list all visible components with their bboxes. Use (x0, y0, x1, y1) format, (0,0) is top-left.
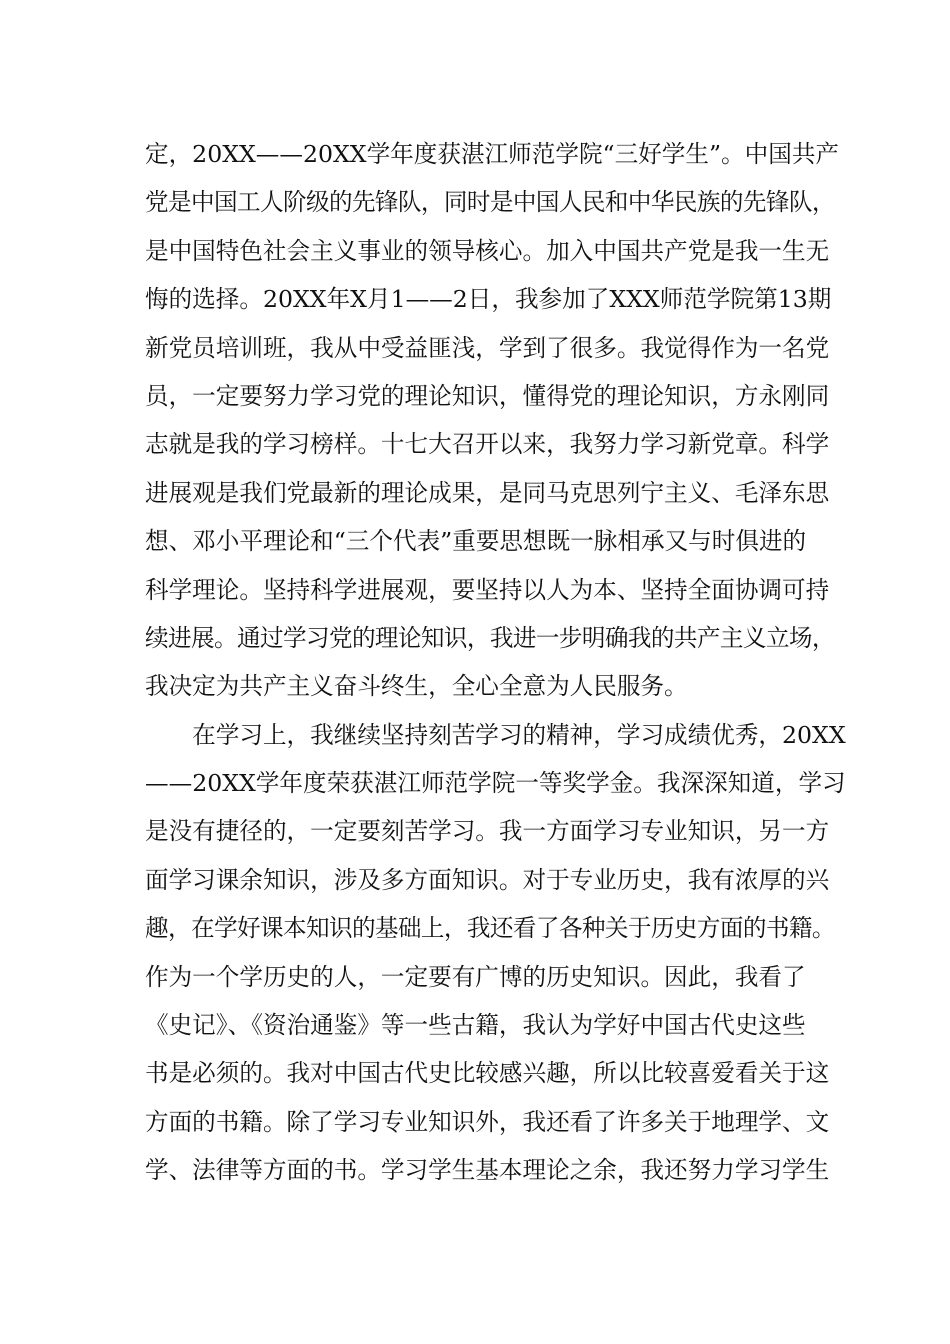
text-line: 《史记》、《资治通鉴》等一些古籍，我认为学好中国古代史这些 (145, 1011, 806, 1040)
text-line: 书是必须的。我对中国古代史比较感兴趣，所以比较喜爱看关于这 (145, 1059, 830, 1088)
text-line: 面学习课余知识，涉及多方面知识。对于专业历史，我有浓厚的兴 (145, 865, 830, 894)
text-line: 方面的书籍。除了学习专业知识外，我还看了许多关于地理学、文 (145, 1107, 830, 1136)
text-line: 进展观是我们党最新的理论成果，是同马克思列宁主义、毛泽东思 (145, 478, 830, 507)
text-line: 续进展。通过学习党的理论知识，我进一步明确我的共产主义立场， (145, 623, 835, 652)
text-line: 志就是我的学习榜样。十七大召开以来，我努力学习新党章。科学 (145, 430, 830, 459)
paragraph-1 (145, 130, 840, 711)
text-line: 是没有捷径的，一定要刻苦学习。我一方面学习专业知识，另一方 (145, 817, 830, 846)
text-line: 定，20XX——20XX学年度获湛江师范学院“三好学生”。中国共产 (145, 140, 840, 168)
text-line: 在学习上，我继续坚持刻苦学习的精神，学习成绩优秀，20XX (145, 720, 846, 749)
text-line: 科学理论。坚持科学进展观，要坚持以人为本、坚持全面协调可持 (145, 575, 830, 604)
text-line: 我决定为共产主义奋斗终生，全心全意为人民服务。 (145, 672, 688, 701)
text-line: ——20XX学年度荣获湛江师范学院一等奖学金。我深深知道，学习 (145, 769, 846, 798)
text-line: 新党员培训班，我从中受益匪浅，学到了很多。我觉得作为一名党 (145, 333, 830, 362)
text-line: 作为一个学历史的人，一定要有广博的历史知识。因此，我看了 (145, 962, 806, 991)
text-line: 悔的选择。20XX年X月1——2日，我参加了XXX师范学院第13期 (145, 285, 832, 314)
text-line: 党是中国工人阶级的先锋队，同时是中国人民和中华民族的先锋队， (145, 188, 835, 217)
paragraph-2 (145, 711, 846, 1195)
text-line: 趣，在学好课本知识的基础上，我还看了各种关于历史方面的书籍。 (145, 914, 835, 943)
document-body (145, 130, 846, 1195)
text-line: 是中国特色社会主义事业的领导核心。加入中国共产党是我一生无 (145, 236, 830, 265)
text-line: 员，一定要努力学习党的理论知识，懂得党的理论知识，方永刚同 (145, 381, 830, 410)
text-line: 学、法律等方面的书。学习学生基本理论之余，我还努力学习学生 (145, 1156, 830, 1185)
text-line: 想、邓小平理论和“三个代表”重要思想既一脉相承又与时俱进的 (145, 527, 807, 556)
